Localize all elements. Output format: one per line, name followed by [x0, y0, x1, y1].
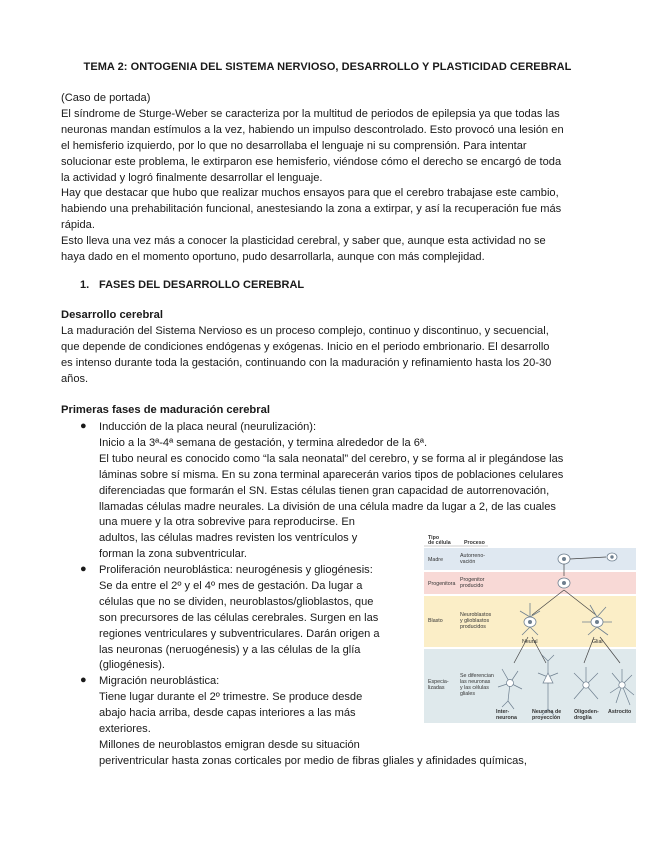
- section-heading: [80, 279, 304, 291]
- row-process-blasto-3: producidos: [460, 624, 486, 630]
- cell-differentiation-figure: [424, 533, 636, 723]
- text-line: células que no se dividen, neuroblastos/glioblastos, que: [99, 595, 374, 608]
- row-process-progenitora: Progenitor: [460, 577, 485, 583]
- row-label-blasto: Blasto: [428, 618, 443, 624]
- text-line: periventricular hasta zonas corticales por medio de fibras gliales y afinidades químicas,: [99, 754, 527, 767]
- label-interneurona: Inter-: [496, 709, 510, 715]
- bullet-icon: ●: [80, 674, 87, 686]
- section-title: FASES DEL DESARROLLO CEREBRAL: [99, 279, 305, 291]
- text-line: (gliogénesis).: [99, 659, 165, 672]
- text-line: (Caso de portada): [61, 92, 151, 104]
- text-line: diferenciadas que formarán el SN. Estas células tienen gran capacidad de autorrenovación,: [99, 484, 550, 497]
- text-line: la actividad y logró finalmente desarrollar el lenguaje.: [61, 171, 323, 184]
- text-line: solucionar este problema, le extirparon ese hemisferio, viéndose cómo el derecho se encargó de toda: [61, 155, 562, 168]
- column-header-tipo-2: de célula: [428, 540, 451, 546]
- row-process-madre: Autorreno-: [460, 553, 486, 559]
- row-process-blasto: Neuroblastos: [460, 612, 492, 618]
- column-header-proceso: Proceso: [464, 540, 485, 546]
- text-line: rápida.: [61, 219, 95, 232]
- bullet-title: Proliferación neuroblástica: neurogénesis y gliogénesis:: [99, 564, 373, 576]
- bullet-title: Migración neuroblástica:: [99, 675, 220, 687]
- section-number: 1.: [80, 279, 90, 291]
- text-line: regiones ventriculares y subventriculares. Darán origen a: [99, 627, 380, 640]
- text-line: La maduración del Sistema Nervioso es un proceso complejo, continuo y discontinuo, y secuencial,: [61, 325, 549, 337]
- text-line: Millones de neuroblastos emigran desde su situación: [99, 738, 360, 751]
- text-line: Tiene lugar durante el 2º trimestre. Se produce desde: [99, 690, 363, 703]
- text-line: habiendo una prehabilitación funcional, anestesiando la zona a extirpar, y así la recuperación fue más: [61, 203, 562, 216]
- label-neural: Neural: [522, 639, 538, 645]
- label-oligodendroglia: Oligoden-: [574, 709, 599, 715]
- text-line: láminas sobre sí misma. En su zona terminal aparecerán varios tipos de poblaciones celulares: [99, 468, 564, 481]
- row-process-progenitora-2: producido: [460, 583, 484, 589]
- text-line: las neuronas (neruogénesis) y a las células de la glía: [99, 643, 361, 656]
- row-band-madre: [424, 548, 636, 570]
- text-line: abajo hacia arriba, desde capas interiores a las más: [99, 706, 356, 719]
- text-line: es intenso durante toda la gestación, continuando con la maduración y refinamiento hasta los 20-30: [61, 356, 552, 369]
- row-process-especializadas: Se diferencian: [460, 673, 494, 679]
- label-neurona-proyeccion-2: proyección: [532, 715, 561, 721]
- row-process-especializadas-2: las neuronas: [460, 679, 491, 685]
- text-line: que depende de condiciones endógenas y exógenas. Inicio en el periodo embrionario. El desarrollo: [61, 340, 550, 353]
- row-process-especializadas-4: gliales: [460, 691, 476, 697]
- text-line: Hay que destacar que hubo que realizar muchos ensayos para que el cerebro trabajase este cambio,: [61, 187, 559, 200]
- row-label-especializadas-2: lizadas: [428, 685, 445, 691]
- label-oligodendroglia-2: droglía: [574, 715, 592, 721]
- text-line: Se da entre el 2º y el 4º mes de gestación. Da lugar a: [99, 579, 363, 592]
- intro-case: [61, 91, 601, 266]
- row-process-blasto-2: y glioblastos: [460, 618, 490, 624]
- label-astrocito: Astrocito: [608, 709, 632, 715]
- text-line: forman la zona subventricular.: [99, 548, 247, 561]
- text-line: adultos, las células madres revisten los ventrículos y: [99, 532, 358, 545]
- figure-drawing: [424, 533, 636, 723]
- bullet-title: Inducción de la placa neural (neurulización):: [99, 421, 317, 433]
- row-label-madre: Madre: [428, 557, 444, 563]
- text-line: una muere y la otra sobrevive para reproducirse. En: [99, 516, 355, 529]
- text-line: el hemisferio izquierdo, por lo que no desarrollaba el lenguaje ni su comprensión. Para intentar: [61, 139, 527, 152]
- text-line: El tubo neural es conocido como “la sala neonatal” del cerebro, y se forma al ir plegándose las: [99, 452, 564, 465]
- text-line: haya dado en el momento oportuno, pudo desarrollarla, aunque con más complejidad.: [61, 251, 485, 264]
- text-line: Esto lleva una vez más a conocer la plasticidad cerebral, y saber que, aunque esta actividad no se: [61, 235, 546, 248]
- row-label-progenitora: Progenitora: [428, 581, 456, 587]
- text-line: El síndrome de Sturge-Weber se caracteriza por la multitud de periodos de epilepsia ya que todas las: [61, 107, 560, 120]
- document-title: TEMA 2: ONTOGENIA DEL SISTEMA NERVIOSO, DESARROLLO Y PLASTICIDAD CEREBRAL: [83, 61, 572, 73]
- progenitor-cell-icon: [558, 578, 570, 588]
- text-line: llamadas células madre neurales. La división de una célula madre da lugar a 2, de las cuales: [99, 500, 556, 513]
- label-interneurona-2: neurona: [496, 715, 517, 721]
- row-band-progenitora: [424, 572, 636, 594]
- row-band-especializadas: [424, 649, 636, 723]
- label-glial: Glial: [592, 639, 603, 645]
- text-line: son precursores de las células cerebrales. Surgen en las: [99, 611, 379, 624]
- text-line: exteriores.: [99, 722, 151, 735]
- text-line: Inicio a la 3ª-4ª semana de gestación, y termina alrededor de la 6ª.: [99, 436, 428, 449]
- desarrollo-paragraph: [61, 324, 601, 388]
- bullet-proliferacion: [99, 563, 380, 674]
- row-process-madre-2: vación: [460, 559, 476, 565]
- row-process-especializadas-3: y las células: [460, 685, 489, 691]
- subheading-primeras-fases: Primeras fases de maduración cerebral: [61, 404, 270, 416]
- column-header-tipo: Tipo: [428, 535, 440, 541]
- bullet-icon: ●: [80, 420, 87, 432]
- text-line: años.: [61, 372, 89, 385]
- text-line: neuronas mandan estímulos a la vez, habiendo un impulso descontrolado. Esto provocó una lesión en: [61, 123, 564, 136]
- bullet-icon: ●: [80, 563, 87, 575]
- row-label-especializadas: Especia-: [428, 679, 449, 685]
- subheading-desarrollo: Desarrollo cerebral: [61, 309, 163, 321]
- label-neurona-proyeccion: Neurona de: [532, 709, 562, 715]
